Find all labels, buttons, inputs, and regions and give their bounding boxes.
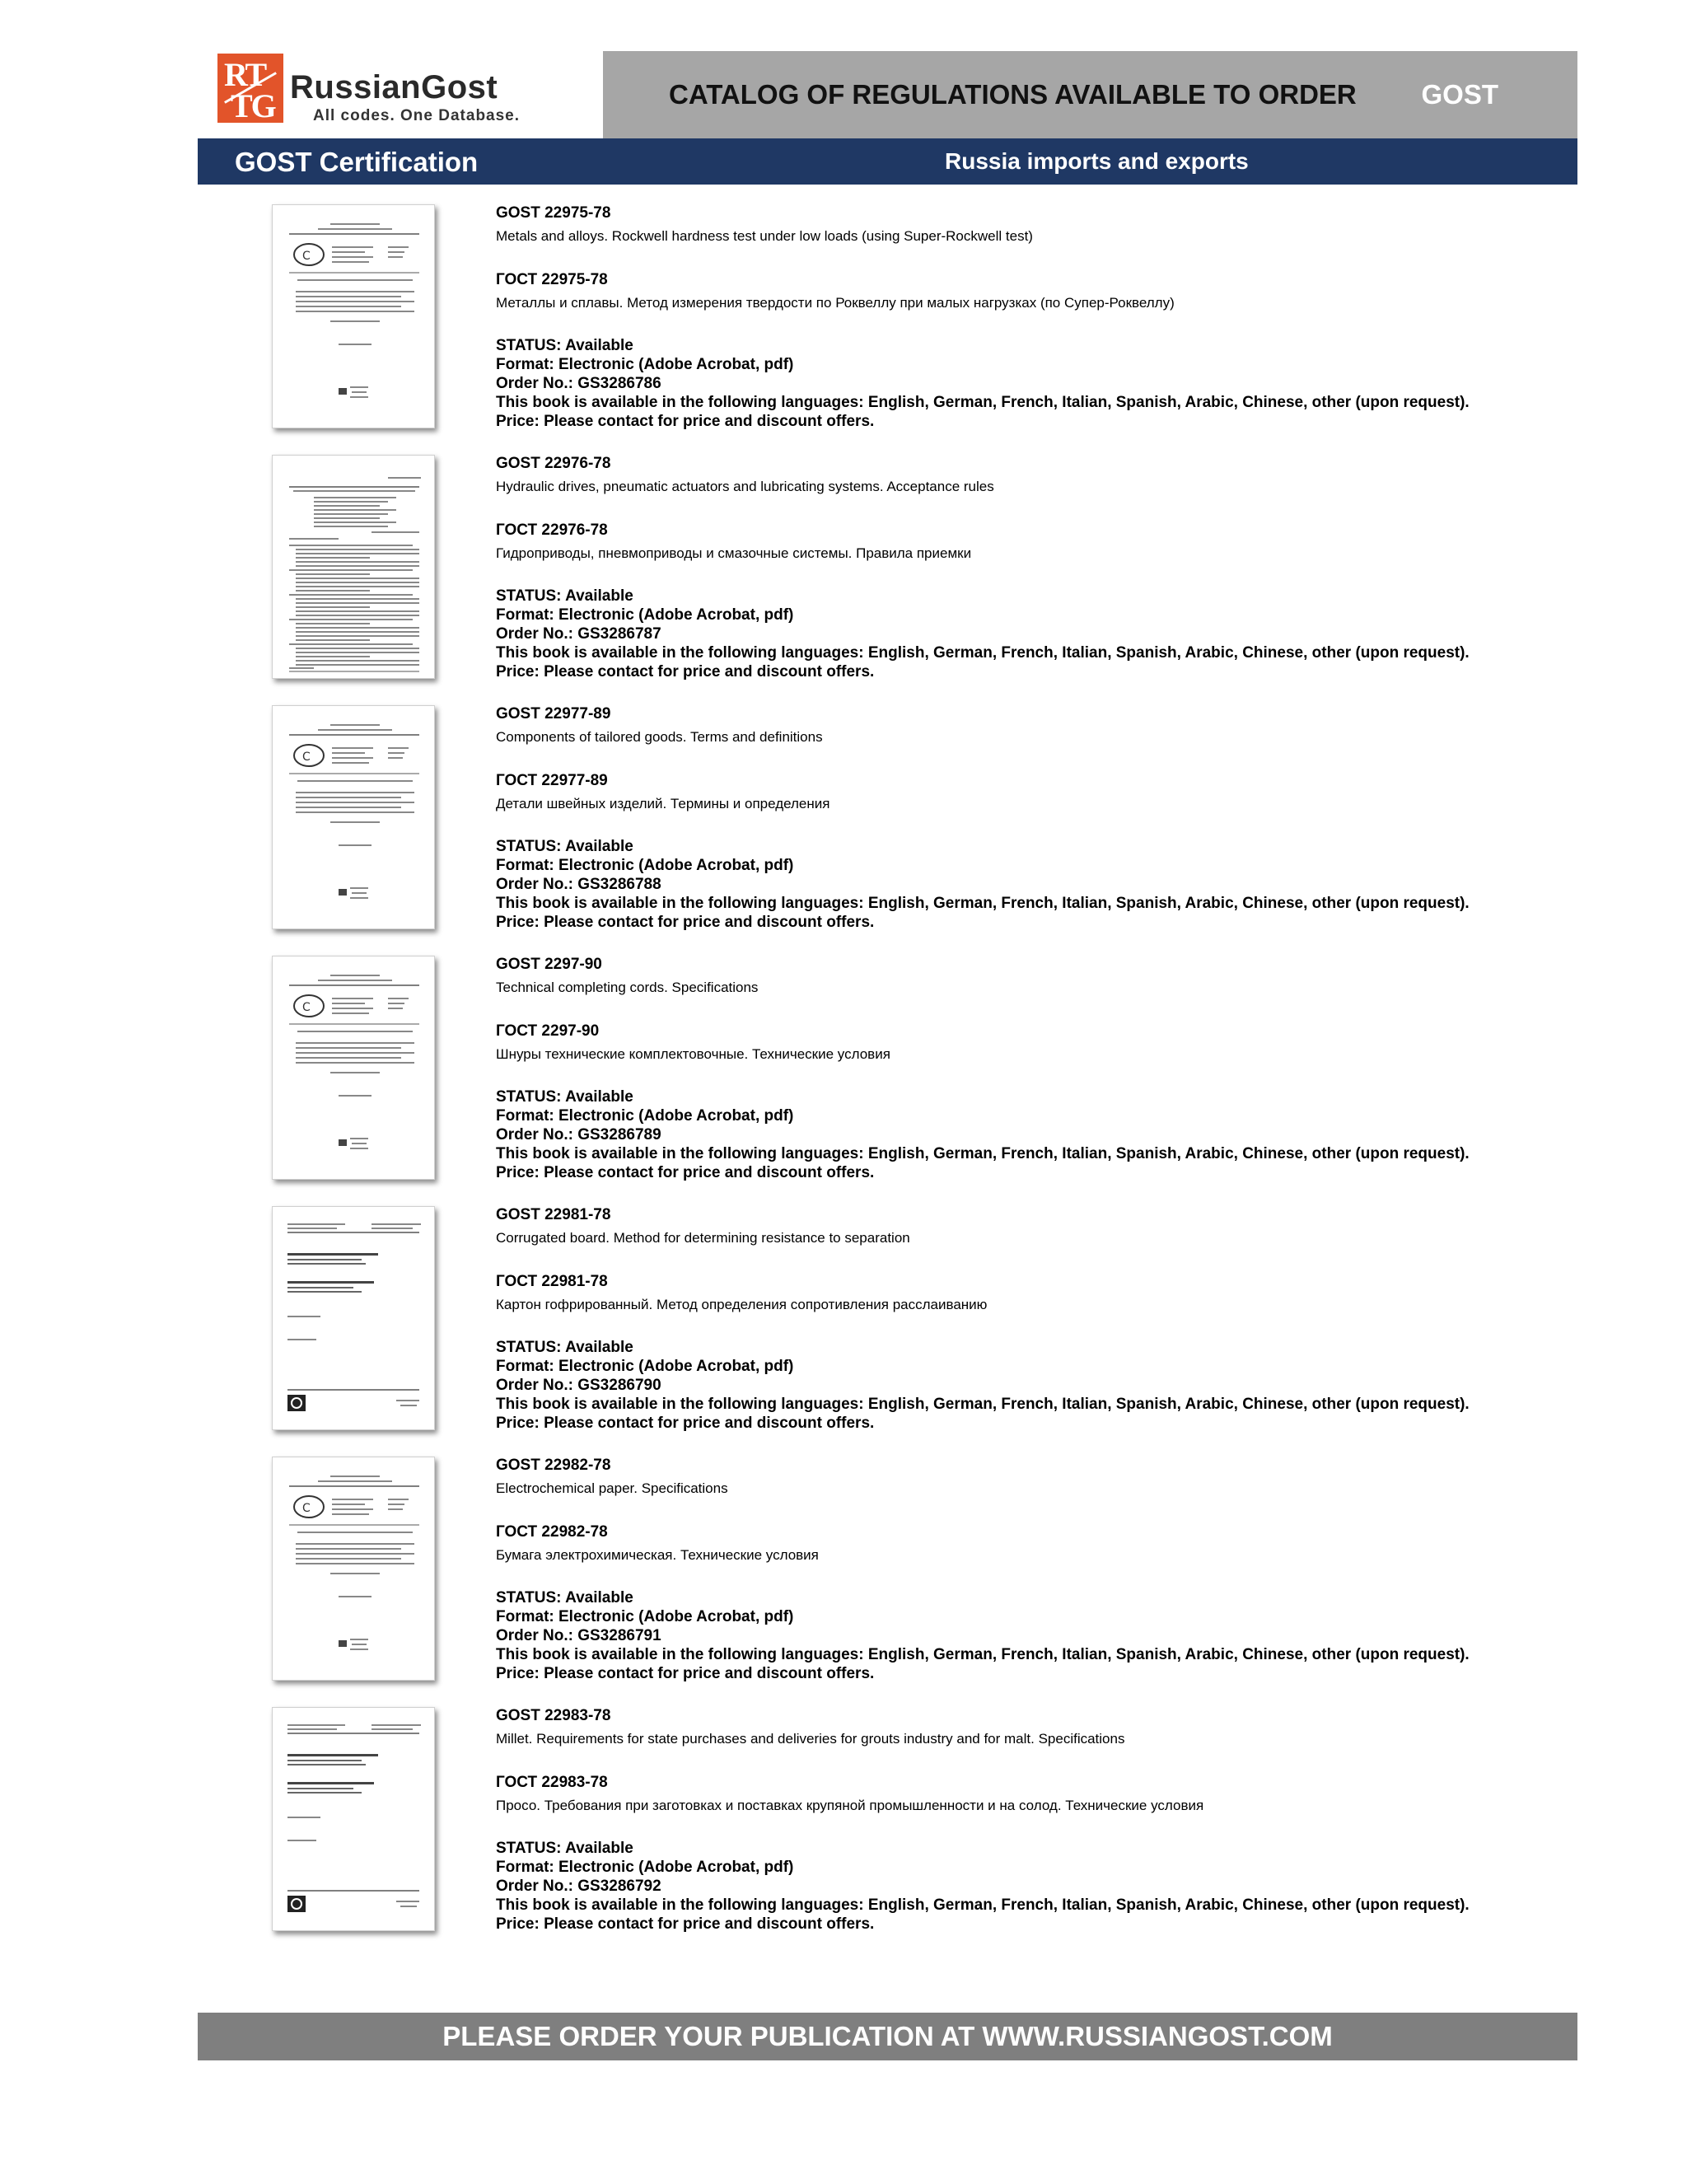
catalog-entry <box>198 453 1577 700</box>
entry-status: STATUS: Available <box>496 1840 633 1857</box>
entry-languages: This book is available in the following languages: English, German, French, Italian, Spanish, Arabic, Chinese, other (upon request). <box>496 644 1470 662</box>
entry-order-number: Order No.: GS3286790 <box>496 1377 661 1394</box>
svg-text:C: C <box>302 250 311 263</box>
entry-title-ru: Детали швейных изделий. Термины и определения <box>496 796 830 811</box>
logo-mark-icon <box>217 54 283 123</box>
entry-title-ru: Шнуры технические комплектовочные. Технические условия <box>496 1046 890 1062</box>
logo-name: RussianGost <box>290 69 498 105</box>
entry-format: Format: Electronic (Adobe Acrobat, pdf) <box>496 1859 794 1876</box>
entry-languages: This book is available in the following languages: English, German, French, Italian, Spanish, Arabic, Chinese, other (upon request). <box>496 394 1470 411</box>
entry-languages: This book is available in the following languages: English, German, French, Italian, Spanish, Arabic, Chinese, other (upon request). <box>496 1145 1470 1162</box>
catalog-entry <box>198 1705 1577 1953</box>
svg-text:C: C <box>302 1001 311 1014</box>
certification-band <box>198 138 1577 185</box>
entry-code-en[interactable]: GOST 2297-90 <box>496 956 602 973</box>
entry-order-number: Order No.: GS3286789 <box>496 1126 661 1143</box>
entry-title-ru: Картон гофрированный. Метод определения сопротивления расслаиванию <box>496 1297 988 1312</box>
entry-languages: This book is available in the following languages: English, German, French, Italian, Spanish, Arabic, Chinese, other (upon request). <box>496 1646 1470 1663</box>
document-cover-thumbnail[interactable] <box>272 204 435 428</box>
entry-price: Price: Please contact for price and discount offers. <box>496 1164 875 1181</box>
band-right-label: Russia imports and exports <box>945 148 1249 174</box>
entry-status: STATUS: Available <box>496 337 633 354</box>
catalog-entry <box>198 1455 1577 1702</box>
catalog-title: CATALOG OF REGULATIONS AVAILABLE TO ORDER <box>669 79 1357 110</box>
entry-price: Price: Please contact for price and discount offers. <box>496 1915 875 1933</box>
entry-title-ru: Бумага электрохимическая. Технические условия <box>496 1547 819 1563</box>
catalog-entry <box>198 954 1577 1201</box>
entry-code-en[interactable]: GOST 22976-78 <box>496 455 611 472</box>
entry-languages: This book is available in the following languages: English, German, French, Italian, Spanish, Arabic, Chinese, other (upon request). <box>496 1896 1470 1914</box>
entry-code-ru: ГОСТ 22977-89 <box>496 772 608 789</box>
entry-price: Price: Please contact for price and discount offers. <box>496 1415 875 1432</box>
catalog-banner <box>603 51 1577 138</box>
document-cover-thumbnail[interactable] <box>272 1206 435 1430</box>
catalog-entry <box>198 203 1577 450</box>
entry-format: Format: Electronic (Adobe Acrobat, pdf) <box>496 1608 794 1625</box>
entry-languages: This book is available in the following languages: English, German, French, Italian, Spanish, Arabic, Chinese, other (upon request). <box>496 895 1470 912</box>
entry-order-number: Order No.: GS3286792 <box>496 1878 661 1895</box>
entry-code-en[interactable]: GOST 22981-78 <box>496 1206 611 1223</box>
entry-status: STATUS: Available <box>496 1589 633 1606</box>
entry-price: Price: Please contact for price and discount offers. <box>496 914 875 931</box>
entry-status: STATUS: Available <box>496 1088 633 1106</box>
logo-tagline: All codes. One Database. <box>313 107 521 124</box>
entry-title-en: Electrochemical paper. Specifications <box>496 1480 728 1496</box>
entry-title-en: Hydraulic drives, pneumatic actuators and lubricating systems. Acceptance rules <box>496 479 994 494</box>
entry-title-en: Technical completing cords. Specifications <box>496 980 759 995</box>
entry-status: STATUS: Available <box>496 587 633 605</box>
entry-format: Format: Electronic (Adobe Acrobat, pdf) <box>496 1107 794 1125</box>
entry-format: Format: Electronic (Adobe Acrobat, pdf) <box>496 356 794 373</box>
entry-code-ru: ГОСТ 2297-90 <box>496 1022 600 1040</box>
band-left-label: GOST Certification <box>235 147 479 177</box>
logo[interactable] <box>198 51 603 138</box>
entry-code-en[interactable]: GOST 22982-78 <box>496 1457 611 1474</box>
order-footer-text: PLEASE ORDER YOUR PUBLICATION AT WWW.RUSSIANGOST.COM <box>442 2021 1333 2051</box>
entry-code-en[interactable]: GOST 22983-78 <box>496 1707 611 1724</box>
entry-order-number: Order No.: GS3286791 <box>496 1627 661 1644</box>
entry-title-ru: Гидроприводы, пневмоприводы и смазочные системы. Правила приемки <box>496 545 972 561</box>
entry-format: Format: Electronic (Adobe Acrobat, pdf) <box>496 606 794 624</box>
document-cover-thumbnail[interactable] <box>272 455 435 679</box>
catalog-entry <box>198 704 1577 951</box>
document-cover-thumbnail[interactable] <box>272 705 435 929</box>
entry-price: Price: Please contact for price and discount offers. <box>496 1665 875 1682</box>
document-cover-thumbnail[interactable] <box>272 956 435 1180</box>
entry-status: STATUS: Available <box>496 838 633 855</box>
entry-price: Price: Please contact for price and discount offers. <box>496 663 875 680</box>
entry-price: Price: Please contact for price and discount offers. <box>496 413 875 430</box>
entry-code-ru: ГОСТ 22976-78 <box>496 521 608 539</box>
document-cover-thumbnail[interactable] <box>272 1707 435 1931</box>
entry-code-en[interactable]: GOST 22975-78 <box>496 204 611 222</box>
entry-status: STATUS: Available <box>496 1339 633 1356</box>
svg-text:C: C <box>302 1502 311 1515</box>
entry-format: Format: Electronic (Adobe Acrobat, pdf) <box>496 1358 794 1375</box>
order-footer[interactable] <box>198 2013 1577 2060</box>
catalog-entry <box>198 1204 1577 1452</box>
entry-title-en: Components of tailored goods. Terms and definitions <box>496 729 823 745</box>
logo-mark-bottom: TG <box>231 87 275 124</box>
entry-title-en: Millet. Requirements for state purchases and deliveries for grouts industry and for malt. Specifications <box>496 1731 1125 1747</box>
entry-title-en: Metals and alloys. Rockwell hardness test under low loads (using Super-Rockwell test) <box>496 228 1033 244</box>
entry-order-number: Order No.: GS3286786 <box>496 375 661 392</box>
entry-title-ru: Просо. Требования при заготовках и поставках крупяной промышленности и на солод. Технические условия <box>496 1798 1204 1813</box>
entry-order-number: Order No.: GS3286788 <box>496 876 661 893</box>
entry-code-ru: ГОСТ 22982-78 <box>496 1523 608 1541</box>
logo-mark-top: RT <box>224 56 266 93</box>
catalog-tag: GOST <box>1421 79 1498 110</box>
page-header <box>198 51 1577 138</box>
entry-order-number: Order No.: GS3286787 <box>496 625 661 643</box>
document-cover-thumbnail[interactable] <box>272 1457 435 1681</box>
entry-code-ru: ГОСТ 22983-78 <box>496 1774 608 1791</box>
entry-title-ru: Металлы и сплавы. Метод измерения твердости по Роквеллу при малых нагрузках (по Супер-Роквеллу) <box>496 295 1175 311</box>
entry-format: Format: Electronic (Adobe Acrobat, pdf) <box>496 857 794 874</box>
entry-title-en: Corrugated board. Method for determining resistance to separation <box>496 1230 910 1246</box>
entry-code-en[interactable]: GOST 22977-89 <box>496 705 611 723</box>
entry-languages: This book is available in the following languages: English, German, French, Italian, Spanish, Arabic, Chinese, other (upon request). <box>496 1396 1470 1413</box>
svg-text:C: C <box>302 751 311 764</box>
entry-code-ru: ГОСТ 22981-78 <box>496 1273 608 1290</box>
entry-code-ru: ГОСТ 22975-78 <box>496 271 608 288</box>
